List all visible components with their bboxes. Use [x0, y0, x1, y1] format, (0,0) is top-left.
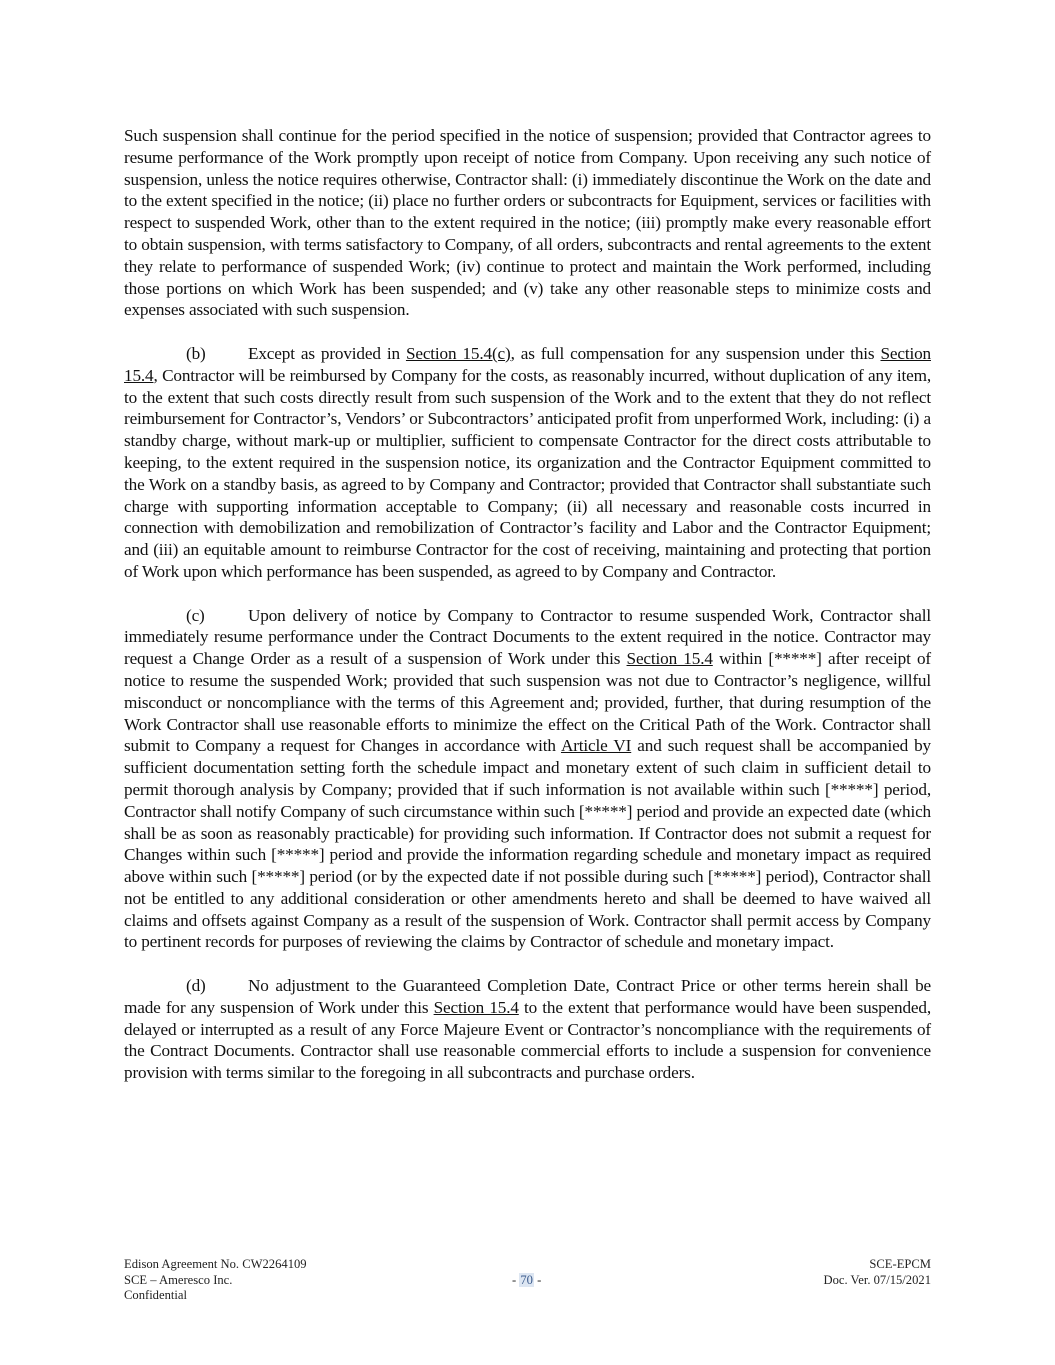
- paragraph-label: (c): [186, 605, 205, 625]
- section-15-4-c-link[interactable]: Section 15.4(c): [405, 343, 511, 363]
- document-code: SCE-EPCM: [869, 1257, 931, 1271]
- paragraph-suspension-continuation: [124, 125, 931, 321]
- section-15-4-link[interactable]: Section 15.4: [124, 343, 931, 385]
- paragraph-text: No adjustment to the Guaranteed Completion Date, Contract Price or other terms herein shall be made for any suspension of Work under this: [124, 976, 931, 1017]
- section-15-4-link[interactable]: Section 15.4: [626, 649, 713, 669]
- page-number-prefix: -: [512, 1272, 520, 1287]
- paragraph-text: Except as provided in: [248, 343, 406, 363]
- paragraph-d: [124, 975, 931, 1084]
- document-body: [124, 125, 931, 1106]
- paragraph-text: Upon delivery of notice by Company to Contractor to resume suspended Work, Contractor shall immediately resume performance under the Contract Documents to the extent required in the notice. Contractor may request a Change Order as a result of a suspension of Work under this: [124, 605, 931, 669]
- paragraph-text: and such request shall be accompanied by sufficient documentation setting forth the schedule impact and monetary extent of such claim in sufficient detail to permit thorough analysis by Company; provided that if such information is not available within such [*****] period, Contractor shall notify Company of such circumstance within such [*****] period and provide an expected date (which shall be as soon as reasonably practicable) for providing such information. If Contractor does not submit a request for Changes within such [*****] period and provide the information regarding schedule and monetary impact as required above within such [*****] period (or by the expected date if not possible during such [*****] period), Contractor shall not be entitled to any additional consideration or other amendments hereto and shall be deemed to have waived all claims and offsets against Company as a result of the suspension of Work. Contractor shall permit access by Company to pertinent records for purposes of reviewing the claims by Contractor of schedule and monetary impact.: [124, 736, 931, 952]
- paragraph-text: , as full compensation for any suspension under this: [510, 343, 881, 363]
- paragraph-text: within [*****] after receipt of notice to resume the suspended Work; provided that such suspension was not due to Contractor’s negligence, willful misconduct or noncompliance with the terms of this Agreement and; provided, further, that during resumption of the Work Contractor shall use reasonable efforts to minimize the effect on the Critical Path of the Work. Contractor shall submit to Company a request for Changes in accordance with: [124, 649, 932, 756]
- paragraph-label: (d): [186, 976, 206, 996]
- page-number-block: [512, 1273, 541, 1289]
- paragraph-text: to the extent that performance would have been suspended, delayed or interrupted as a result of any Force Majeure Event or Contractor’s noncompliance with the requirements of the Contract Documents. Contractor shall use reasonable commercial efforts to include a suspension for convenience provision with terms similar to the foregoing in all subcontracts and purchase orders.: [124, 997, 931, 1083]
- paragraph-c: [124, 605, 931, 954]
- page-number-suffix: -: [533, 1272, 542, 1287]
- paragraph-b: [124, 343, 931, 583]
- footer-left: [124, 1257, 307, 1304]
- paragraph-text: , Contractor will be reimbursed by Company for the costs, as reasonably incurred, without duplication of any item, to the extent that such costs directly result from such suspension of the Work and to the extent that they do not reflect reimbursement for Contractor’s, Vendors’ or Subcontractors’ anticipated profit from unperformed Work, including: (i) a standby charge, without mark-up or multiplier, sufficient to compensate Contractor for the direct costs attributable to keeping, to the extent required in the suspension notice, its organization and the Contractor Equipment committed to the Work on a standby basis, as agreed to by Company and Contractor; provided that Contractor shall substantiate such charge with supporting information acceptable to Company; (ii) all necessary and reasonable costs incurred in connection with demobilization and remobilization of Contractor’s facility and Labor and the Contractor Equipment; and (iii) an equitable amount to reimburse Contractor for the cost of receiving, maintaining and protecting that portion of Work upon which performance has been suspended, as agreed to by Company and Contractor.: [124, 365, 931, 581]
- page-number: 70: [520, 1272, 533, 1287]
- article-vi-link[interactable]: Article VI: [560, 736, 632, 756]
- paragraph-text: Such suspension shall continue for the period specified in the notice of suspension; provided that Contractor agrees to resume performance of the Work promptly upon receipt of notice from Company. Upon receiving any such notice of suspension, unless the notice requires otherwise, Contractor shall: (i) immediately discontinue the Work on the date and to the extent specified in the notice; (ii) place no further orders or subcontracts for Equipment, services or facilities with respect to suspended Work, other than to the extent required in the notice; (iii) promptly make every reasonable effort to obtain suspension, with terms satisfactory to Company, of all orders, subcontracts and rental agreements to the extent they relate to performance of suspended Work; (iv) continue to protect and maintain the Work performed, including those portions on which Work has been suspended; and (v) take any other reasonable steps to minimize costs and expenses associated with such suspension.: [124, 126, 931, 320]
- parties: SCE – Ameresco Inc.: [124, 1272, 233, 1287]
- paragraph-label: (b): [186, 343, 206, 363]
- footer-right: [823, 1257, 931, 1288]
- document-version: Doc. Ver. 07/15/2021: [823, 1272, 931, 1287]
- section-15-4-link[interactable]: Section 15.4: [433, 997, 519, 1017]
- agreement-number: Edison Agreement No. CW2264109: [124, 1257, 307, 1271]
- confidential-label: Confidential: [124, 1288, 187, 1302]
